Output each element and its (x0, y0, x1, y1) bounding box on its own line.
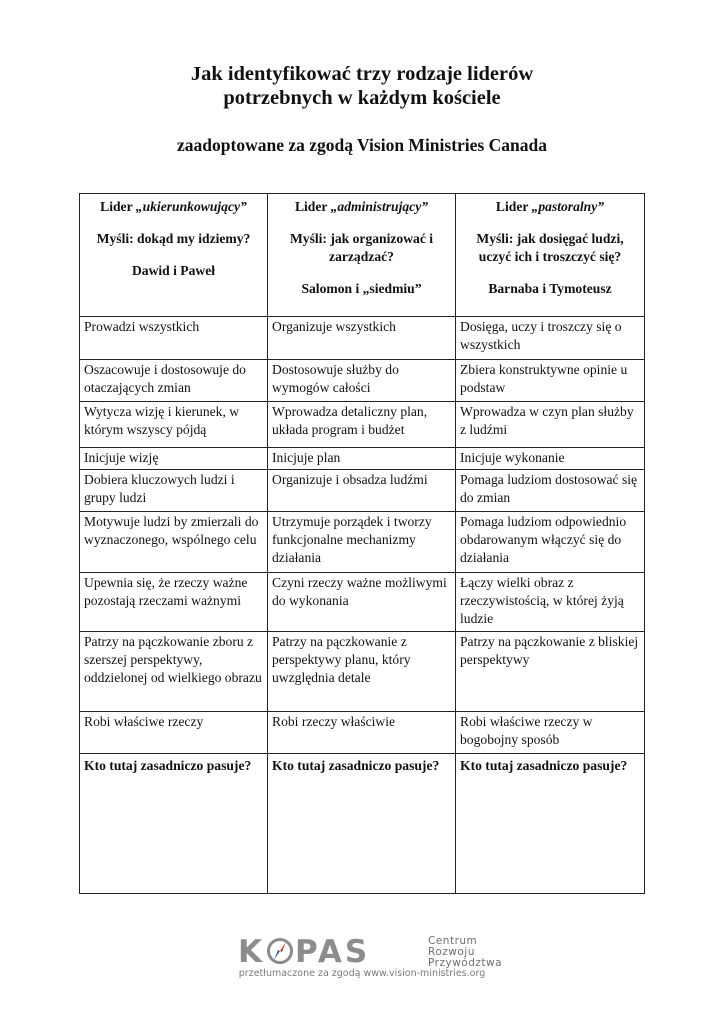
table-cell: Organizuje i obsadza ludźmi (268, 470, 456, 512)
table-row (80, 360, 645, 402)
header-cell-ukierunkowujacy (80, 194, 268, 317)
leader-thinks: Myśli: dokąd my idziemy? (96, 231, 251, 246)
question-cell: Kto tutaj zasadniczo pasuje? (80, 754, 268, 894)
table-row (80, 512, 645, 573)
leaders-table (79, 193, 645, 894)
leader-thinks: Myśli: jak organizować i zarządzać? (289, 231, 434, 264)
table-cell: Inicjuje wizję (80, 448, 268, 470)
header-row (80, 194, 645, 317)
question-cell: Kto tutaj zasadniczo pasuje? (268, 754, 456, 894)
table-cell: Wprowadza w czyn plan służby z ludźmi (456, 402, 645, 448)
table-row (80, 712, 645, 754)
table-cell: Czyni rzeczy ważne możliwymi do wykonania (268, 573, 456, 632)
table-cell: Inicjuje plan (268, 448, 456, 470)
table-cell: Robi rzeczy właściwie (268, 712, 456, 754)
header-cell-administrujacy (268, 194, 456, 317)
table-row (80, 317, 645, 360)
header-cell-pastoralny (456, 194, 645, 317)
leader-type-label: Lider „administrujący” (294, 199, 429, 214)
kompas-logo (238, 934, 503, 970)
table-cell: Upewnia się, że rzeczy ważne pozostają rzeczami ważnymi (80, 573, 268, 632)
table-cell: Dosięga, uczy i troszczy się o wszystkich (456, 317, 645, 360)
table-cell: Dobiera kluczowych ludzi i grupy ludzi (80, 470, 268, 512)
leader-type-label: Lider „ukierunkowujący” (100, 199, 247, 214)
title-line-2: potrzebnych w każdym kościele (223, 87, 501, 109)
table-cell: Oszacowuje i dostosowuje do otaczających zmian (80, 360, 268, 402)
table-cell: Pomaga ludziom odpowiednio obdarowanym włączyć się do działania (456, 512, 645, 573)
table-cell: Motywuje ludzi by zmierzali do wyznaczonego, wspólnego celu (80, 512, 268, 573)
table-cell: Patrzy na pączkowanie z perspektywy planu, który uwzględnia detale (268, 632, 456, 712)
table-cell: Zbiera konstruktywne opinie u podstaw (456, 360, 645, 402)
table-cell: Organizuje wszystkich (268, 317, 456, 360)
leader-type-label: Lider „pastoralny” (495, 199, 605, 214)
logo-wordmark (238, 935, 370, 969)
logo-subtitle: Centrum Rozwoju Przywództwa (428, 935, 503, 969)
table-cell: Patrzy na pączkowanie z bliskiej perspektywy (456, 632, 645, 712)
document-title (0, 62, 724, 110)
leader-examples: Salomon i „siedmiu” (301, 281, 422, 296)
table-row (80, 470, 645, 512)
logo-k: K (238, 934, 266, 970)
table-cell: Patrzy na pączkowanie zboru z szerszej perspektywy, oddzielonej od wielkiego obrazu (80, 632, 268, 712)
compass-icon (266, 937, 294, 965)
table-row (80, 632, 645, 712)
question-cell: Kto tutaj zasadniczo pasuje? (456, 754, 645, 894)
table-cell: Wprowadza detaliczny plan, układa program i budżet (268, 402, 456, 448)
table-row (80, 448, 645, 470)
title-line-1: Jak identyfikować trzy rodzaje liderów (190, 63, 534, 85)
logo-rest: PAS (295, 934, 371, 970)
leader-examples: Barnaba i Tymoteusz (488, 281, 612, 296)
translation-credit: przetłumaczone za zgodą www.vision-ministries.org (238, 968, 486, 979)
table-cell: Utrzymuje porządek i tworzy funkcjonalne mechanizmy działania (268, 512, 456, 573)
leader-thinks: Myśli: jak dosięgać ludzi, uczyć ich i troszczyć się? (476, 231, 624, 264)
table-cell: Robi właściwe rzeczy (80, 712, 268, 754)
table-row (80, 573, 645, 632)
document-subtitle: zaadoptowane za zgodą Vision Ministries Canada (177, 135, 547, 155)
table-cell: Robi właściwe rzeczy w bogobojny sposób (456, 712, 645, 754)
table-cell: Inicjuje wykonanie (456, 448, 645, 470)
table-cell: Dostosowuje służby do wymogów całości (268, 360, 456, 402)
table-cell: Pomaga ludziom dostosować się do zmian (456, 470, 645, 512)
question-row (80, 754, 645, 894)
table-cell: Łączy wielki obraz z rzeczywistością, w której żyją ludzie (456, 573, 645, 632)
table-cell: Wytycza wizję i kierunek, w którym wszyscy pójdą (80, 402, 268, 448)
table-row (80, 402, 645, 448)
table-cell: Prowadzi wszystkich (80, 317, 268, 360)
leader-examples: Dawid i Paweł (131, 263, 216, 278)
